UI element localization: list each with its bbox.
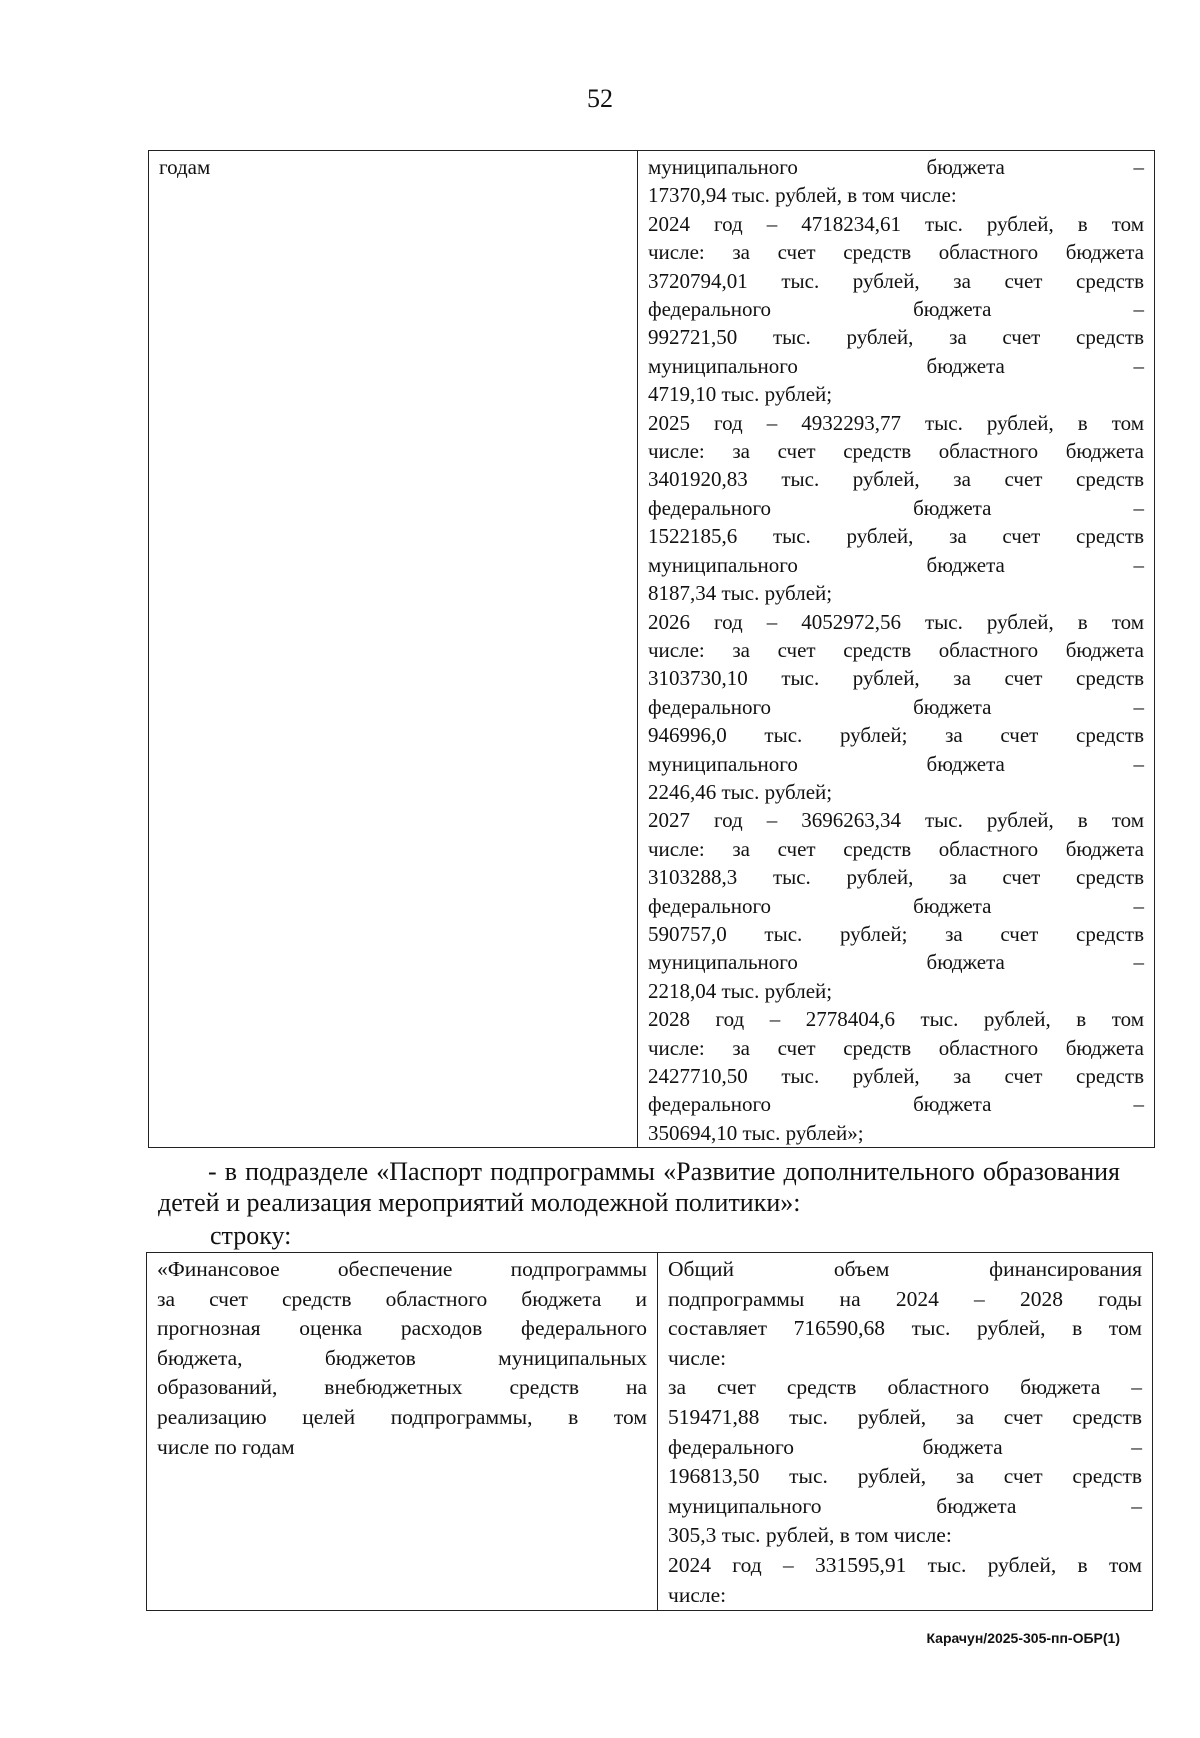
text-line: 3103288,3 тыс. рублей, за счет средств [648,865,1144,890]
text-line: 946996,0 тыс. рублей; за счет средств [648,723,1144,748]
document-code: Карачун/2025-305-пп-ОБР(1) [926,1630,1120,1646]
text-line: федерального бюджета – [648,495,1144,520]
text-line: 8187,34 тыс. рублей; [648,581,833,606]
text-line: 2027 год – 3696263,34 тыс. рублей, в том [648,808,1144,833]
text-line: числе: за счет средств областного бюджета [648,836,1144,861]
text-line: 196813,50 тыс. рублей, за счет средств [668,1464,1142,1489]
text-line: 519471,88 тыс. рублей, за счет средств [668,1404,1142,1429]
text-line: 992721,50 тыс. рублей, за счет средств [648,325,1144,350]
top-table-right-cell [638,151,1155,1148]
text-line: прогнозная оценка расходов федерального [157,1316,647,1341]
text-line: 2028 год – 2778404,6 тыс. рублей, в том [648,1007,1144,1032]
top-table [148,150,1155,1148]
text-line: подпрограммы на 2024 – 2028 годы [668,1286,1142,1311]
text-line: бюджета, бюджетов муниципальных [157,1345,647,1370]
text-line: 350694,10 тыс. рублей»; [648,1120,864,1145]
text-line: 2024 год – 331595,91 тыс. рублей, в том [668,1552,1142,1577]
row-label-paragraph: строку: [210,1221,292,1250]
table-row [147,1253,1153,1611]
text-line: составляет 716590,68 тыс. рублей, в том [668,1316,1142,1341]
text-line: 2026 год – 4052972,56 тыс. рублей, в том [648,609,1144,634]
text-line: муниципального бюджета – [648,353,1144,378]
text-line: 2427710,50 тыс. рублей, за счет средств [648,1064,1144,1088]
text-line: муниципального бюджета – [648,751,1144,776]
text-line: муниципального бюджета – [648,950,1144,975]
text-line: числе: [668,1345,727,1370]
text-line: 3720794,01 тыс. рублей, за счет средств [648,268,1144,293]
top-table-left-cell: годам [149,151,638,1148]
text-line: 3401920,83 тыс. рублей, за счет средств [648,467,1144,492]
text-line: 2246,46 тыс. рублей; [648,779,833,804]
text-line: федерального бюджета – [648,297,1144,322]
text-line: федерального бюджета – [648,893,1144,918]
text-line: реализацию целей подпрограммы, в том [157,1404,647,1429]
amendment-paragraph: - в подразделе «Паспорт подпрограммы «Развитие дополнительного образования детей и реализация мероприятий молодежной политики»: [158,1157,1120,1217]
text-line: 3103730,10 тыс. рублей, за счет средств [648,666,1144,691]
text-line: числе: за счет средств областного бюджета [648,240,1144,265]
text-line: числе: за счет средств областного бюджета [648,439,1144,464]
text-line: муниципального бюджета – [648,552,1144,577]
bottom-table-left-cell [147,1253,658,1611]
text-line: 590757,0 тыс. рублей; за счет средств [648,921,1144,946]
text-line: числе: за счет средств областного бюджета [648,637,1144,662]
table-row [149,151,1155,1148]
text-line: 305,3 тыс. рублей, в том числе: [668,1523,952,1548]
bottom-table [146,1252,1153,1611]
text-line: за счет средств областного бюджета и [157,1286,647,1311]
text-line: числе: [668,1582,727,1607]
text-line: 2025 год – 4932293,77 тыс. рублей, в том [648,410,1144,435]
text-line: федерального бюджета – [648,1092,1144,1117]
text-line: образований, внебюджетных средств на [157,1375,647,1400]
text-line: 1522185,6 тыс. рублей, за счет средств [648,524,1144,549]
page-number: 52 [587,84,613,113]
text-line: за счет средств областного бюджета – [668,1375,1142,1400]
text-line: 4719,10 тыс. рублей; [648,382,833,407]
text-line: 2218,04 тыс. рублей; [648,978,833,1003]
text-line: числе по годам [157,1434,295,1459]
text-line: муниципального бюджета – [668,1493,1142,1518]
text-line: муниципального бюджета – [648,155,1144,179]
text-line: числе: за счет средств областного бюджета [648,1035,1144,1060]
bottom-table-right-cell [658,1253,1153,1611]
text-line: федерального бюджета – [648,694,1144,719]
text-line: «Финансовое обеспечение подпрограммы [157,1257,647,1281]
text-line: 2024 год – 4718234,61 тыс. рублей, в том [648,211,1144,236]
text-line: федерального бюджета – [668,1434,1142,1459]
text-line: Общий объем финансирования [668,1257,1142,1281]
text-line: 17370,94 тыс. рублей, в том числе: [648,183,957,208]
